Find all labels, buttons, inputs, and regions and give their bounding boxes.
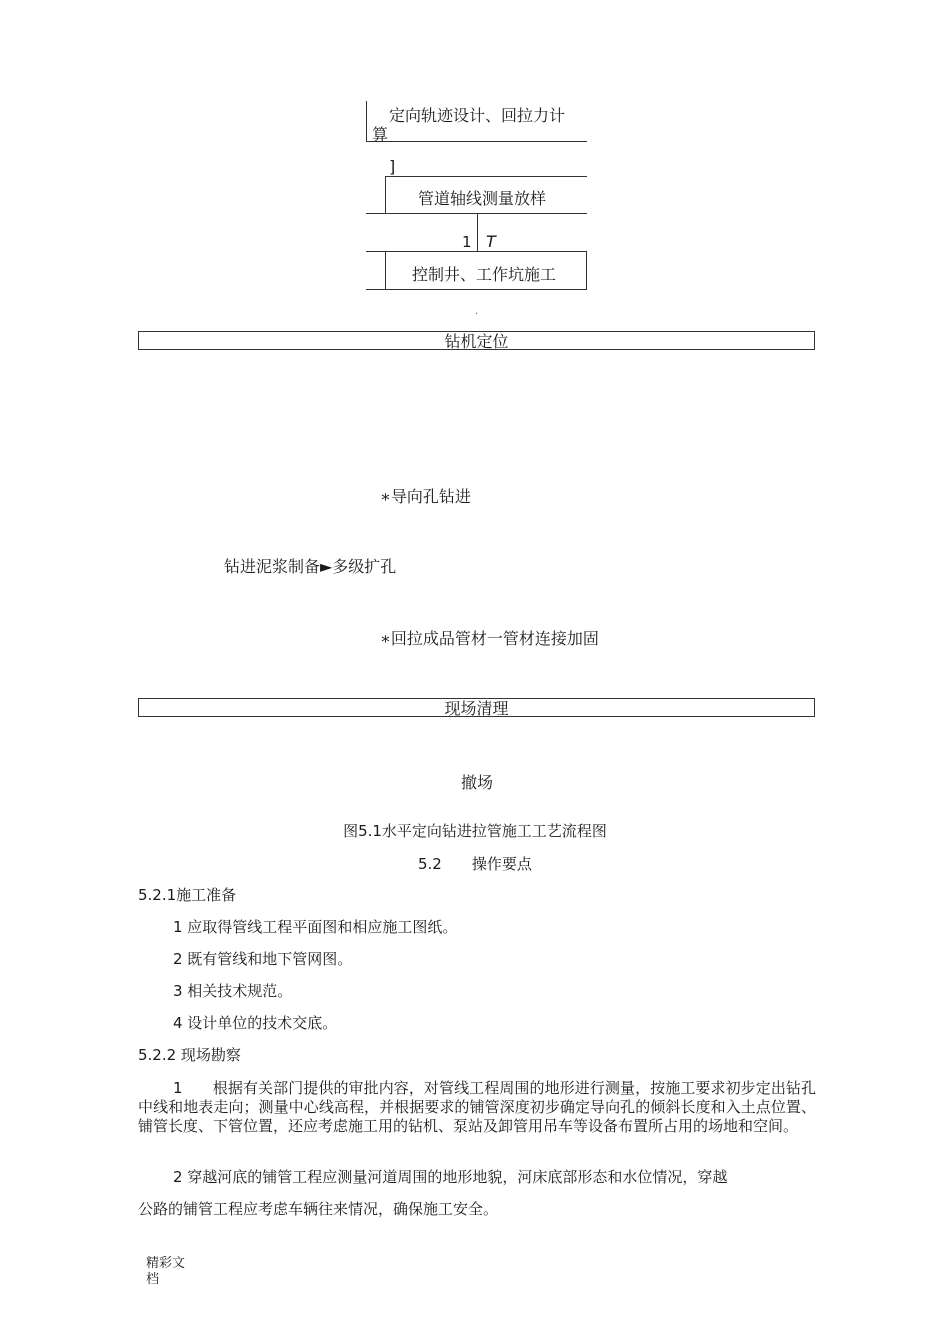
flow-step-label: 管道轴线测量放样 <box>418 189 547 208</box>
flow-step-pilot-hole: ∗导向孔钻进 <box>380 487 471 506</box>
connector-number: 1 <box>462 233 472 251</box>
flow-step-label-cont: 算 <box>372 125 389 144</box>
box-bottom-border <box>366 141 587 142</box>
section-heading: 5.2 操作要点 <box>418 855 532 873</box>
footer-line: 精彩文 <box>146 1256 186 1271</box>
flow-step-label: 定向轨迹设计、回拉力计 <box>389 106 566 125</box>
box-bottom-border <box>366 289 587 290</box>
footer-line: 档 <box>146 1272 160 1287</box>
flow-step-pullback: ∗回拉成品管材一管材连接加固 <box>380 629 599 648</box>
list-item: 2 既有管线和地下管网图。 <box>173 950 353 968</box>
flow-step-withdraw: 撤场 <box>461 773 494 792</box>
flow-box-site-cleanup: 现场清理 <box>138 698 815 717</box>
paragraph: 1 根据有关部门提供的审批内容，对管线工程周围的地形进行测量，按施工要求初步定出钻孔中线和地表走向；测量中心线高程，并根据要求的铺管深度初步确定导向孔的倾斜长度和入土点位置、铺管长度、下管位置，还应考虑施工用的钻机、泵站及卸管用吊车等设备布置所占用的场地和空间。 <box>138 1079 816 1135</box>
footer-watermark <box>146 1256 185 1288</box>
flow-step-label: 控制井、工作坑施工 <box>412 265 557 284</box>
box-left-border <box>385 176 386 214</box>
paragraph-line: 公路的铺管工程应考虑车辆往来情况，确保施工安全。 <box>138 1200 499 1218</box>
box-right-border <box>586 251 587 290</box>
connector-mark: ] <box>389 157 396 176</box>
box-left-border <box>366 101 367 142</box>
paragraph-line: 2 穿越河底的铺管工程应测量河道周围的地形地貌，河床底部形态和水位情况，穿越 <box>173 1168 728 1186</box>
list-item: 3 相关技术规范。 <box>173 982 293 1000</box>
figure-caption: 图5.1水平定向钻进拉管施工工艺流程图 <box>343 822 607 840</box>
subsection-heading: 5.2.2 现场勘察 <box>138 1046 241 1064</box>
flow-step-reaming: 钻进泥浆制备►多级扩孔 <box>224 557 397 576</box>
dot-mark: . <box>475 306 479 317</box>
box-left-border <box>385 251 386 290</box>
box-top-border <box>385 176 587 177</box>
list-item: 1 应取得管线工程平面图和相应施工图纸。 <box>173 918 458 936</box>
box-top-border <box>366 251 587 252</box>
list-item: 4 设计单位的技术交底。 <box>173 1014 338 1032</box>
flow-box-drill-positioning: 钻机定位 <box>138 331 815 350</box>
connector-line <box>477 214 478 252</box>
connector-mark: T <box>486 232 496 251</box>
subsection-heading: 5.2.1施工准备 <box>138 886 237 904</box>
